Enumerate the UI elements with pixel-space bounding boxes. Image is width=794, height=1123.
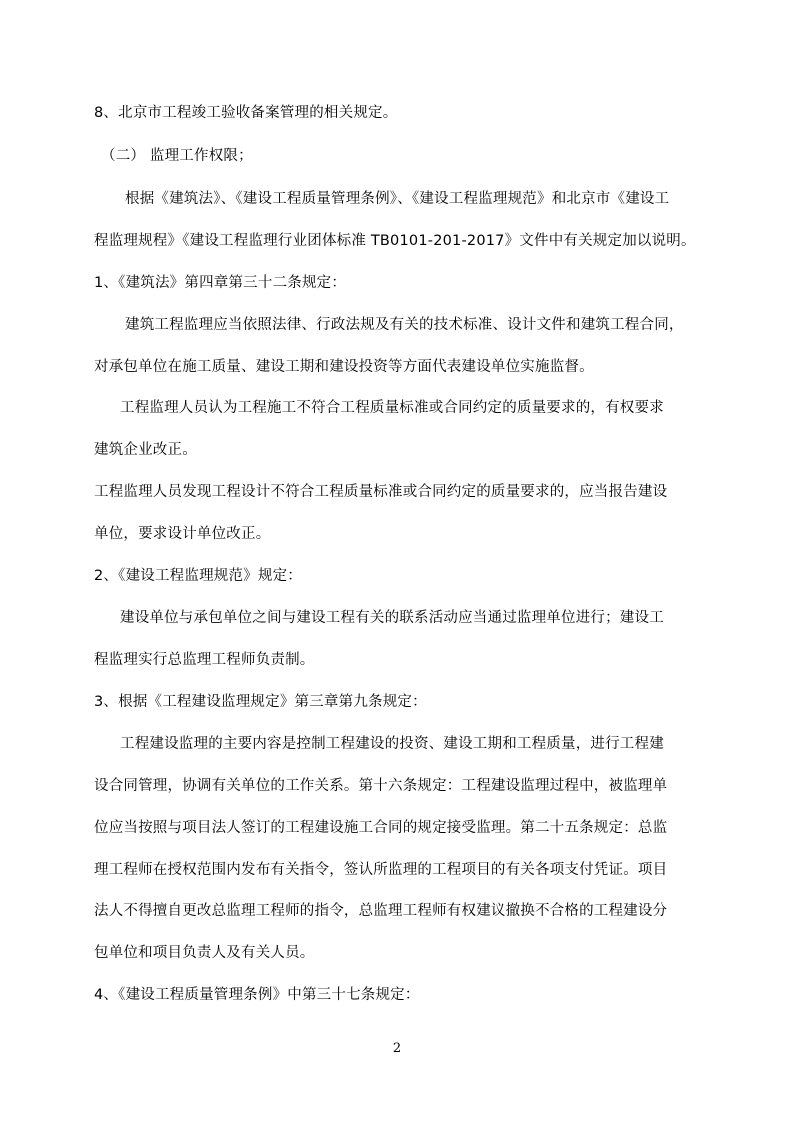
paragraph-line: 8、北京市工程竣工验收备案管理的相关规定。: [94, 105, 398, 121]
paragraph-line: 位应当按照与项目法人签订的工程建设施工合同的规定接受监理。第二十五条规定：总监: [94, 820, 668, 836]
paragraph-line: 理工程师在授权范围内发布有关指令，签认所监理的工程项目的有关各项支付凭证。项目: [94, 862, 668, 878]
paragraph-line: 设合同管理，协调有关单位的工作关系。第十六条规定：工程建设监理过程中，被监理单: [94, 778, 668, 794]
list-item-heading: 4、《建设工程质量管理条例》中第三十七条规定：: [94, 987, 420, 1003]
page-number: 2: [392, 1041, 402, 1056]
paragraph-line: 根据《建筑法》、《建设工程质量管理条例》、《建设工程监理规范》和北京市《建设工: [125, 191, 670, 207]
paragraph-line: 工程建设监理的主要内容是控制工程建设的投资、建设工期和工程质量，进行工程建: [120, 736, 664, 752]
paragraph-line: 对承包单位在施工质量、建设工期和建设投资等方面代表建设单位实施监督。: [94, 359, 594, 375]
paragraph-line: 包单位和项目负责人及有关人员。: [94, 945, 315, 961]
section-heading: （二） 监理工作权限；: [101, 148, 253, 164]
paragraph-line: 单位，要求设计单位改正。: [94, 526, 271, 542]
paragraph-line: 建筑企业改正。: [94, 442, 197, 458]
paragraph-line: 程监理实行总监理工程师负责制。: [94, 652, 315, 668]
paragraph-line: 程监理规程》《建设工程监理行业团体标准 TB0101-201-2017》文件中有关规定加以说明。: [94, 233, 696, 249]
paragraph-line: 工程监理人员认为工程施工不符合工程质量标准或合同约定的质量要求的，有权要求: [120, 400, 664, 416]
paragraph-line: 法人不得擅自更改总监理工程师的指令，总监理工程师有权建议撤换不合格的工程建设分: [94, 903, 668, 919]
list-item-heading: 3、根据《工程建设监理规定》第三章第九条规定：: [94, 694, 427, 710]
list-item-heading: 1、《建筑法》第四章第三十二条规定：: [94, 275, 347, 291]
list-item-heading: 2、《建设工程监理规范》规定：: [94, 568, 302, 584]
paragraph-line: 建筑工程监理应当依照法律、行政法规及有关的技术标准、设计文件和建筑工程合同，: [125, 317, 684, 333]
paragraph-line: 工程监理人员发现工程设计不符合工程质量标准或合同约定的质量要求的，应当报告建设: [94, 484, 668, 500]
paragraph-line: 建设单位与承包单位之间与建设工程有关的联系活动应当通过监理单位进行；建设工: [120, 610, 664, 626]
